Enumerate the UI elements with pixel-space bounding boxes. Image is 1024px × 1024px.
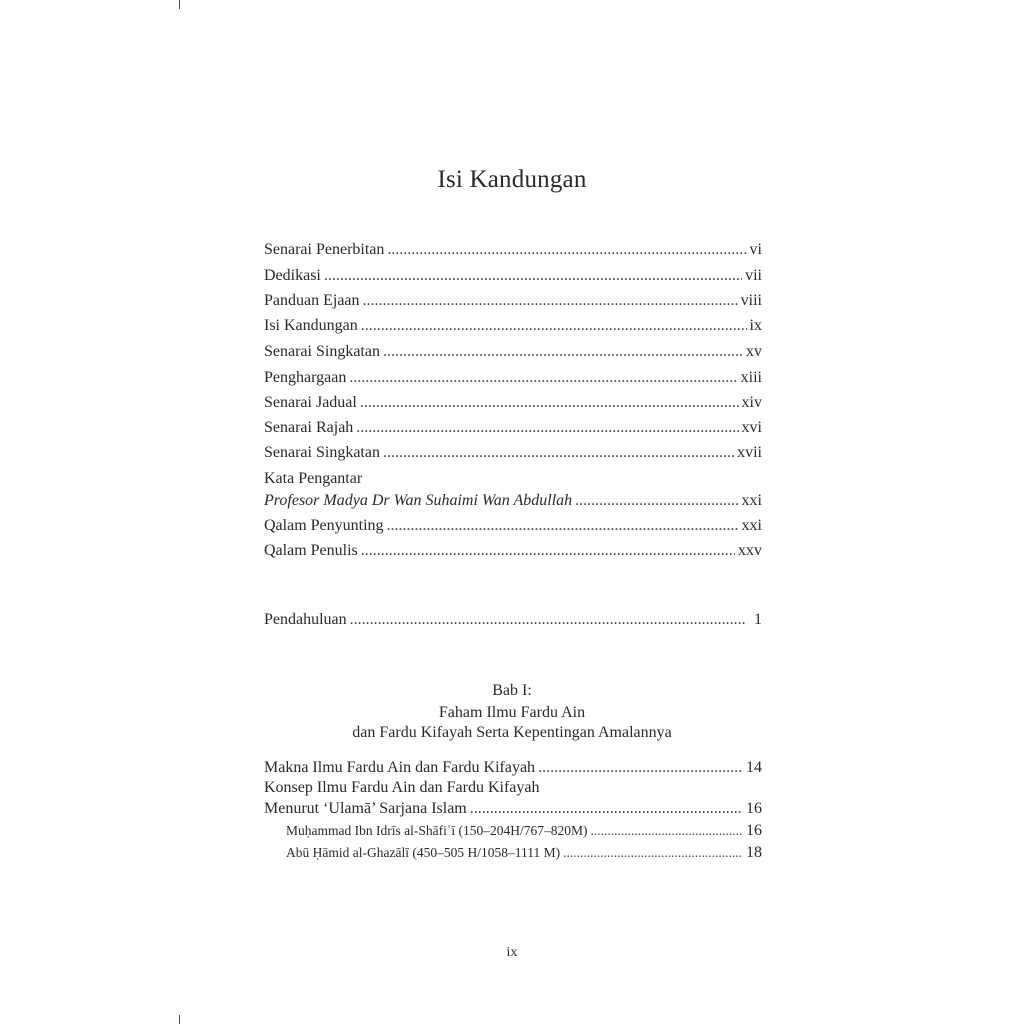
toc-label: Kata Pengantar	[264, 470, 363, 487]
toc-page-number: xiii	[740, 369, 762, 386]
toc-subentry-row[interactable]	[286, 843, 762, 863]
crop-mark-bottom	[179, 1015, 180, 1024]
toc-heading-row	[264, 778, 762, 798]
toc-page-number: xiv	[741, 394, 762, 411]
toc-page-number: xv	[746, 343, 762, 360]
chapter-title-line-2: dan Fardu Kifayah Serta Kepentingan Amalannya	[352, 724, 672, 741]
toc-page-number: 14	[746, 759, 762, 776]
toc-page-number: 1	[754, 611, 762, 628]
toc-row[interactable]	[264, 516, 762, 536]
dot-leader	[387, 240, 746, 260]
dot-leader	[383, 342, 743, 362]
dot-leader	[324, 266, 742, 286]
toc-page-number: xxi	[741, 517, 762, 534]
toc-page-number: xxv	[738, 542, 762, 559]
toc-page-number: xvii	[737, 444, 762, 461]
dot-leader	[350, 610, 745, 630]
chapter-title-line-1: Faham Ilmu Fardu Ain	[438, 704, 586, 721]
dot-leader	[470, 799, 743, 819]
toc-label: Qalam Penyunting	[264, 517, 384, 534]
dot-leader	[575, 491, 738, 511]
toc-label: Dedikasi	[264, 267, 321, 284]
dot-leader	[383, 443, 734, 463]
toc-row[interactable]	[264, 418, 762, 438]
toc-row[interactable]	[264, 799, 762, 819]
dot-leader	[356, 418, 738, 438]
dot-leader	[590, 821, 743, 841]
toc-label: Senarai Penerbitan	[264, 241, 385, 258]
toc-label: Panduan Ejaan	[264, 292, 360, 309]
toc-row[interactable]	[264, 342, 762, 362]
crop-mark-top	[179, 0, 180, 9]
toc-row[interactable]	[264, 368, 762, 388]
toc-page-number: xvi	[741, 419, 762, 436]
page-number: ix	[506, 945, 518, 960]
toc-page-number: viii	[740, 292, 762, 309]
toc-row[interactable]	[264, 491, 762, 511]
toc-page-number: 16	[746, 822, 762, 839]
toc-label: Senarai Jadual	[264, 394, 357, 411]
toc-sublabel: Muḥammad Ibn Idrīs al-Shāfiʿī (150–204H/767–820M)	[286, 823, 588, 838]
toc-label: Menurut ‘Ulamā’ Sarjana Islam	[264, 800, 467, 817]
chapter-number: Bab I:	[492, 682, 532, 699]
toc-label: Senarai Singkatan	[264, 343, 380, 360]
dot-leader	[538, 758, 743, 778]
toc-row[interactable]	[264, 610, 762, 630]
toc-heading-row	[264, 469, 762, 489]
toc-row[interactable]	[264, 758, 762, 778]
toc-sublabel: Abū Ḥāmid al-Ghazālī (450–505 H/1058–1111 M)	[286, 845, 561, 860]
toc-row[interactable]	[264, 266, 762, 286]
toc-subentry-row[interactable]	[286, 821, 762, 841]
page-title: Isi Kandungan	[437, 166, 587, 193]
dot-leader	[361, 541, 735, 561]
dot-leader	[349, 368, 737, 388]
dot-leader	[363, 291, 738, 311]
toc-label: Senarai Singkatan	[264, 444, 380, 461]
dot-leader	[361, 316, 747, 336]
toc-label: Penghargaan	[264, 369, 347, 386]
toc-row[interactable]	[264, 316, 762, 336]
toc-row[interactable]	[264, 291, 762, 311]
toc-author-label: Profesor Madya Dr Wan Suhaimi Wan Abdullah	[264, 492, 573, 509]
toc-page-number: vi	[749, 241, 762, 258]
toc-row[interactable]	[264, 541, 762, 561]
toc-page-number: vii	[745, 267, 762, 284]
toc-row[interactable]	[264, 393, 762, 413]
toc-label: Pendahuluan	[264, 611, 347, 628]
toc-page-number: 16	[746, 800, 762, 817]
toc-label: Makna Ilmu Fardu Ain dan Fardu Kifayah	[264, 759, 536, 776]
dot-leader	[387, 516, 739, 536]
toc-label: Senarai Rajah	[264, 419, 354, 436]
toc-label: Konsep Ilmu Fardu Ain dan Fardu Kifayah	[264, 779, 540, 796]
dot-leader	[563, 843, 743, 863]
toc-label: Isi Kandungan	[264, 317, 358, 334]
dot-leader	[360, 393, 739, 413]
toc-page-number: 18	[746, 844, 762, 861]
toc-label: Qalam Penulis	[264, 542, 358, 559]
toc-page-number: xxi	[741, 492, 762, 509]
toc-row[interactable]	[264, 443, 762, 463]
toc-page-number: ix	[749, 317, 762, 334]
toc-row[interactable]	[264, 240, 762, 260]
